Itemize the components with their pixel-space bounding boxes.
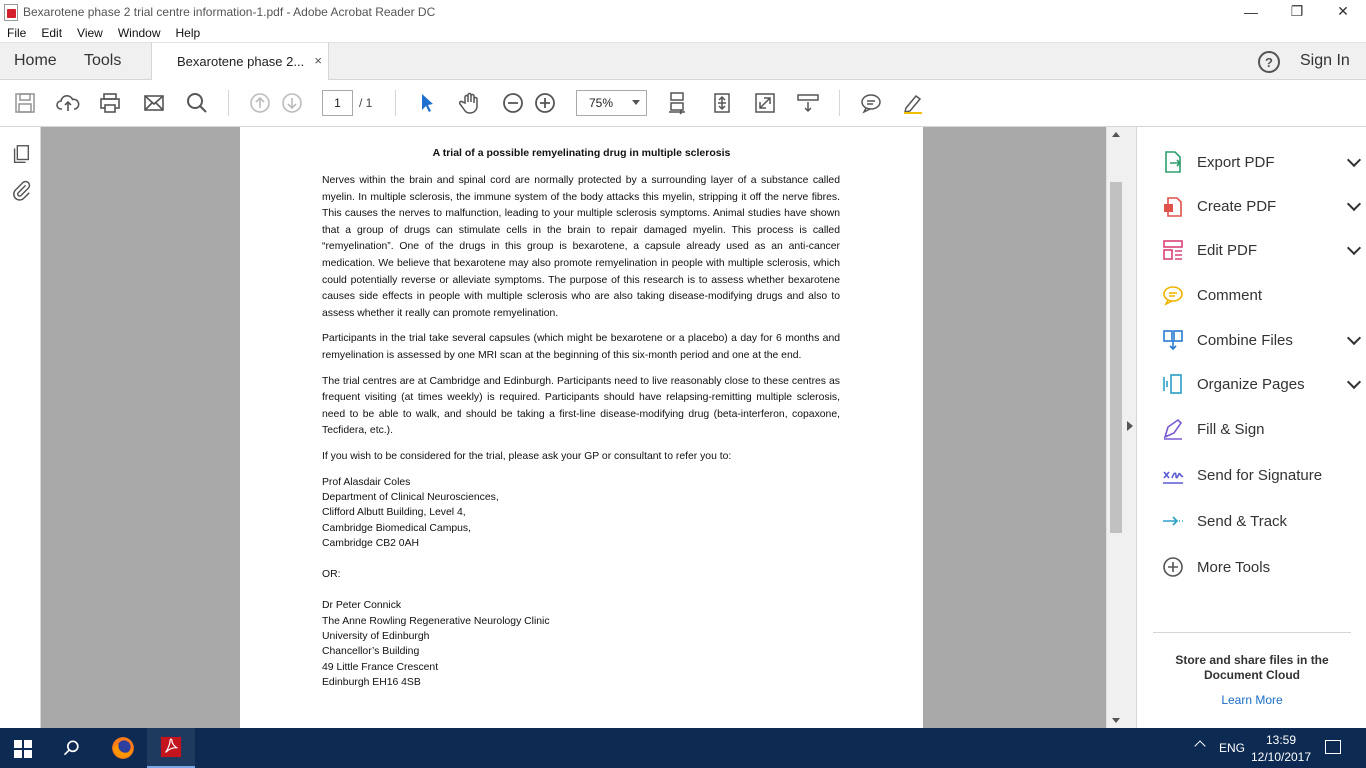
- document-title: A trial of a possible remyelinating drug in multiple sclerosis: [432, 147, 731, 159]
- zoom-value: 75%: [589, 96, 614, 110]
- input-language[interactable]: ENG: [1219, 741, 1246, 755]
- or-separator: OR:: [322, 568, 341, 580]
- windows-start-icon[interactable]: [14, 740, 32, 758]
- export-pdf-icon: [1161, 150, 1185, 174]
- paragraph: The trial centres are at Cambridge and Edinburgh. Participants need to live reasonably close to these centres as frequent visiting (at times weekly) is required. Participants should have relapsing-remitting multiple sclerosis, need to be able to walk, and should be taking a first-line disease-modifying drug (beta-interferon, copaxone, Tecfidera, etc.).: [322, 375, 840, 437]
- tab-bar: [0, 43, 1366, 80]
- clock-date: 12/10/2017: [1250, 750, 1312, 764]
- tool-label: Comment: [1197, 286, 1263, 304]
- organize-pages-icon: [1161, 372, 1185, 396]
- scrollbar-thumb[interactable]: [1110, 182, 1122, 533]
- paragraph: Nerves within the brain and spinal cord are normally protected by a surrounding layer of a substance called myelin. In multiple sclerosis, the immune system of the body attacks this myelin, stripping it off the nerve fibres. This causes the nerves to malfunction, leading to your multiple sclerosis symptoms. Animal studies have shown that a group of drugs can stimulate cells in the brain to repair damaged myelin. This process is called “remyelination”. One of the drugs in this group is bexarotene, a capsule already used as an anti-cancer medication. We believe that bexarotene may also promote remyelination in people with multiple sclerosis, which could potentially reverse or alleviate symptoms. The purpose of this research is to assess whether bexarotene causes side effects in people with multiple sclerosis who are also taking disease-modifying drugs and also to assess whether it really can promote remyelination.: [322, 175, 840, 319]
- address-line: Cambridge CB2 0AH: [322, 538, 420, 550]
- toolbar-separator: [839, 90, 840, 116]
- more-tools-icon: [1161, 555, 1185, 579]
- cloud-promo-text: Store and share files in the Document Cloud: [1175, 653, 1329, 682]
- address-line: Clifford Albutt Building, Level 4,: [322, 507, 466, 519]
- chevron-up-icon[interactable]: [1194, 740, 1205, 751]
- address-cambridge: [322, 475, 840, 552]
- menu-bar: [0, 23, 1366, 43]
- tool-label: Send & Track: [1197, 512, 1288, 530]
- notifications-icon[interactable]: [1325, 740, 1341, 754]
- tools-pane: [1136, 127, 1366, 728]
- paragraph: Participants in the trial take several capsules (which might be bexarotene or a placebo) a day for 6 months and remyelination is assessed by one MRI scan at the beginning of this six-month period and one at the end.: [322, 333, 840, 361]
- toolbar-separator: [395, 90, 396, 116]
- chevron-down-icon[interactable]: [1347, 197, 1361, 211]
- clock-time: 13:59: [1265, 733, 1297, 747]
- zoom-out-icon[interactable]: [500, 90, 526, 116]
- chevron-down-icon: [632, 100, 640, 105]
- pane-divider: [1153, 632, 1351, 633]
- tool-label: Send for Signature: [1197, 466, 1323, 484]
- combine-files-icon: [1161, 328, 1185, 352]
- close-window-button[interactable]: ✕: [1337, 3, 1349, 19]
- acrobat-taskbar-icon[interactable]: [147, 728, 195, 768]
- tool-comment[interactable]: [1161, 281, 1361, 309]
- tool-label: Fill & Sign: [1197, 420, 1265, 438]
- email-icon[interactable]: [141, 90, 167, 116]
- scroll-down-icon[interactable]: [1112, 718, 1120, 723]
- tab-tools[interactable]: Tools: [84, 52, 122, 69]
- chevron-down-icon[interactable]: [1347, 375, 1361, 389]
- menu-help[interactable]: Help: [175, 25, 201, 40]
- address-line: Cambridge Biomedical Campus,: [322, 522, 471, 534]
- vertical-scrollbar[interactable]: [1106, 127, 1124, 728]
- send-track-icon: [1161, 509, 1185, 533]
- chevron-down-icon[interactable]: [1347, 331, 1361, 345]
- help-icon[interactable]: ?: [1258, 51, 1280, 73]
- address-line: The Anne Rowling Regenerative Neurology Clinic: [322, 615, 550, 627]
- address-line: Department of Clinical Neurosciences,: [322, 491, 499, 503]
- right-pane-toggle: [1124, 127, 1136, 728]
- tool-label: Combine Files: [1197, 331, 1293, 349]
- paragraph: If you wish to be considered for the trial, please ask your GP or consultant to refer you to:: [322, 450, 732, 462]
- address-line: University of Edinburgh: [322, 630, 430, 642]
- previous-page-icon[interactable]: [247, 90, 273, 116]
- tool-label: Organize Pages: [1197, 375, 1305, 393]
- zoom-in-icon[interactable]: [532, 90, 558, 116]
- tab-document[interactable]: [151, 43, 329, 80]
- window-controls: [1228, 0, 1366, 23]
- title-bar: [0, 0, 1366, 23]
- collapse-right-pane-icon[interactable]: [1127, 421, 1133, 431]
- tool-send-for-signature[interactable]: [1161, 461, 1361, 489]
- tab-home[interactable]: Home: [14, 52, 57, 69]
- tool-create-pdf[interactable]: [1161, 192, 1361, 220]
- tool-send-track[interactable]: [1161, 507, 1361, 535]
- search-icon[interactable]: [184, 90, 210, 116]
- pdf-page: [240, 127, 923, 728]
- chevron-down-icon[interactable]: [1347, 241, 1361, 255]
- next-page-icon[interactable]: [279, 90, 305, 116]
- chevron-down-icon[interactable]: [1347, 153, 1361, 167]
- tool-label: Create PDF: [1197, 197, 1277, 215]
- highlight-pen-icon[interactable]: [900, 90, 926, 116]
- learn-more-link[interactable]: Learn More: [1221, 693, 1283, 707]
- tab-document-label: Bexarotene phase 2...: [177, 54, 305, 69]
- firefox-icon[interactable]: [99, 728, 147, 768]
- address-line: 49 Little France Crescent: [322, 661, 439, 673]
- full-screen-icon[interactable]: [752, 90, 778, 116]
- send-for-signature-icon: [1161, 463, 1185, 487]
- menu-file[interactable]: File: [7, 25, 27, 40]
- toolbar-separator: [228, 90, 229, 116]
- tool-label: Export PDF: [1197, 153, 1275, 171]
- address-line: Prof Alasdair Coles: [322, 476, 411, 488]
- acrobat-app-icon: [3, 4, 19, 20]
- window-title: Bexarotene phase 2 trial centre information-1.pdf - Adobe Acrobat Reader DC: [23, 4, 436, 19]
- create-pdf-icon: [1161, 194, 1185, 218]
- document-body: [322, 173, 840, 706]
- restore-button[interactable]: ❐: [1290, 3, 1304, 19]
- fit-page-icon[interactable]: [709, 90, 735, 116]
- page-number-input[interactable]: 1: [322, 90, 353, 116]
- save-icon[interactable]: [12, 90, 38, 116]
- hand-tool-icon[interactable]: [457, 90, 483, 116]
- menu-view[interactable]: View: [77, 25, 103, 40]
- minimize-button[interactable]: —: [1244, 3, 1258, 20]
- document-viewer[interactable]: [41, 127, 1106, 728]
- taskbar-search-icon[interactable]: [62, 738, 82, 758]
- zoom-select[interactable]: [576, 90, 647, 116]
- tool-label: More Tools: [1197, 558, 1271, 576]
- tool-edit-pdf[interactable]: [1161, 236, 1361, 264]
- page-total: / 1: [359, 96, 373, 110]
- edit-pdf-icon: [1161, 238, 1185, 262]
- sign-in-button[interactable]: Sign In: [1300, 52, 1350, 69]
- address-line: Chancellor’s Building: [322, 646, 420, 658]
- comment-tool-icon: [1161, 283, 1185, 307]
- page-thumbnails-icon[interactable]: [10, 143, 32, 165]
- address-line: Edinburgh EH16 4SB: [322, 677, 421, 689]
- toolbar: [0, 80, 1366, 127]
- select-cursor-icon[interactable]: [414, 90, 440, 116]
- tool-organize-pages[interactable]: [1161, 370, 1361, 398]
- tool-combine-files[interactable]: [1161, 326, 1361, 354]
- address-line: Dr Peter Connick: [322, 600, 402, 612]
- tool-more-tools[interactable]: [1161, 553, 1361, 581]
- read-mode-icon[interactable]: [795, 90, 821, 116]
- menu-edit[interactable]: Edit: [41, 25, 63, 40]
- upload-cloud-icon[interactable]: [55, 90, 81, 116]
- tool-export-pdf[interactable]: [1161, 148, 1361, 176]
- menu-window[interactable]: Window: [117, 25, 161, 40]
- fill-sign-icon: [1161, 417, 1185, 441]
- scroll-mode-icon[interactable]: [665, 90, 691, 116]
- scroll-up-icon[interactable]: [1112, 132, 1120, 137]
- address-edinburgh: [322, 598, 840, 690]
- system-clock[interactable]: [1246, 732, 1316, 766]
- print-icon[interactable]: [97, 90, 123, 116]
- tool-label: Edit PDF: [1197, 241, 1258, 259]
- windows-taskbar: [0, 728, 1366, 768]
- tool-fill-sign[interactable]: [1161, 415, 1361, 443]
- attachment-icon[interactable]: [10, 179, 32, 201]
- close-tab-icon[interactable]: ×: [314, 53, 322, 68]
- left-navigation-rail: [0, 127, 41, 728]
- comment-icon[interactable]: [858, 90, 884, 116]
